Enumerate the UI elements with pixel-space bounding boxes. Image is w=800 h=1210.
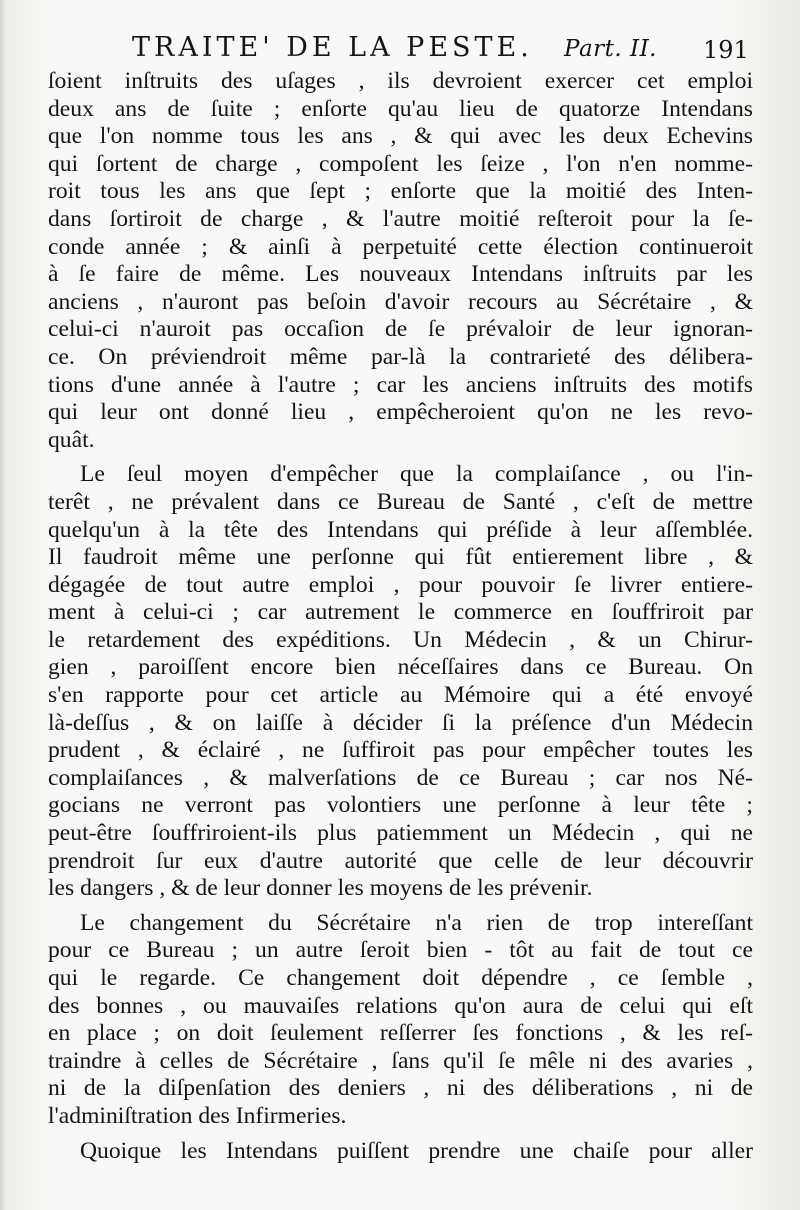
text-line: Le changement du Sécrétaire n'a rien de trop intereſſant <box>80 909 753 936</box>
page-edge-shadow <box>0 0 6 1210</box>
text-line: Le ſeul moyen d'empêcher que la complaiſance , ou l'in- <box>80 461 753 488</box>
text-line: gocians ne verront pas volontiers une perſonne à leur tête ; <box>48 792 753 819</box>
body-text <box>48 68 753 1165</box>
text-line: dégagée de tout autre emploi , pour pouvoir ſe livrer entiere- <box>48 571 753 598</box>
text-line: dans ſortiroit de charge , & l'autre moitié reſteroit pour la ſe- <box>48 205 753 232</box>
text-line: prendroit ſur eux d'autre autorité que celle de leur découvrir <box>48 847 753 874</box>
text-line: pour ce Bureau ; un autre ſeroit bien - tôt au fait de tout ce <box>48 937 753 964</box>
text-line: celui-ci n'auroit pas occaſion de ſe prévaloir de leur ignoran- <box>48 316 753 343</box>
text-line: ni de la diſpenſation des deniers , ni des déliberations , ni de <box>48 1075 753 1102</box>
text-line: anciens , n'auront pas beſoin d'avoir recours au Sécrétaire , & <box>48 288 753 315</box>
text-line: ce. On préviendroit même par-là la contrarieté des délibera- <box>48 343 753 370</box>
text-line: s'en rapporte pour cet article au Mémoire qui a été envoyé <box>48 682 753 709</box>
text-line: qui ſortent de charge , compoſent les ſeize , l'on n'en nomme- <box>48 150 753 177</box>
text-line: deux ans de ſuite ; enſorte qu'au lieu de quatorze Intendans <box>48 95 753 122</box>
text-line: Il faudroit même une perſonne qui fût entierement libre , & <box>48 544 753 571</box>
page-number: 191 <box>703 36 749 64</box>
text-line: peut-être ſouffriroient-ils plus patiemment un Médecin , qui ne <box>48 820 753 847</box>
text-line: que l'on nomme tous les ans , & qui avec les deux Echevins <box>48 123 753 150</box>
text-line: quelqu'un à la tête des Intendans qui préſide à leur aſſemblée. <box>48 516 753 543</box>
text-line: là-deſſus , & on laiſſe à décider ſi la préſence d'un Médecin <box>48 709 753 736</box>
text-line: terêt , ne prévalent dans ce Bureau de Santé , c'eſt de mettre <box>48 488 753 515</box>
part-label: Part. II. <box>564 36 657 62</box>
text-line: qui le regarde. Ce changement doit dépendre , ce ſemble , <box>48 965 753 991</box>
text-line: les dangers , & de leur donner les moyens de les prévenir. <box>48 875 593 902</box>
text-line: quât. <box>48 426 95 453</box>
text-line: en place ; on doit ſeulement reſſerrer ſes fonctions , & les reſ- <box>48 1020 753 1047</box>
text-line: conde année ; & ainſi à perpetuité cette élection continueroit <box>48 233 753 260</box>
text-line: des bonnes , ou mauvaiſes relations qu'on aura de celui qui eſt <box>48 992 753 1019</box>
text-line: tions d'une année à l'autre ; car les anciens inſtruits des motifs <box>48 371 753 398</box>
running-title: TRAITE' DE LA PESTE. <box>132 32 533 63</box>
text-line: l'adminiſtration des Infirmeries. <box>48 1102 347 1129</box>
text-line: à ſe faire de même. Les nouveaux Intendans inſtruits par les <box>48 261 753 288</box>
text-line: complaiſances , & malverſations de ce Bureau ; car nos Né- <box>48 764 753 791</box>
text-line: ment à celui-ci ; car autrement le commerce en ſouffriroit par <box>48 599 753 626</box>
running-head <box>50 30 770 70</box>
text-line: traindre à celles de Sécrétaire , ſans qu'il ſe mêle ni des avaries , <box>48 1047 753 1074</box>
text-line: qui leur ont donné lieu , empêcheroient qu'on ne les revo- <box>48 399 753 426</box>
text-line: Quoique les Intendans puiſſent prendre une chaiſe pour aller <box>80 1137 753 1164</box>
text-line: roit tous les ans que ſept ; enſorte que la moitié des Inten- <box>48 178 753 205</box>
text-line: prudent , & éclairé , ne ſuffiroit pas pour empêcher toutes les <box>48 737 753 764</box>
text-line: ſoient inſtruits des uſages , ils devroient exercer cet emploi <box>48 68 753 94</box>
text-line: gien , paroiſſent encore bien néceſſaires dans ce Bureau. On <box>48 654 753 681</box>
text-line: le retardement des expéditions. Un Médecin , & un Chirur- <box>48 626 753 653</box>
